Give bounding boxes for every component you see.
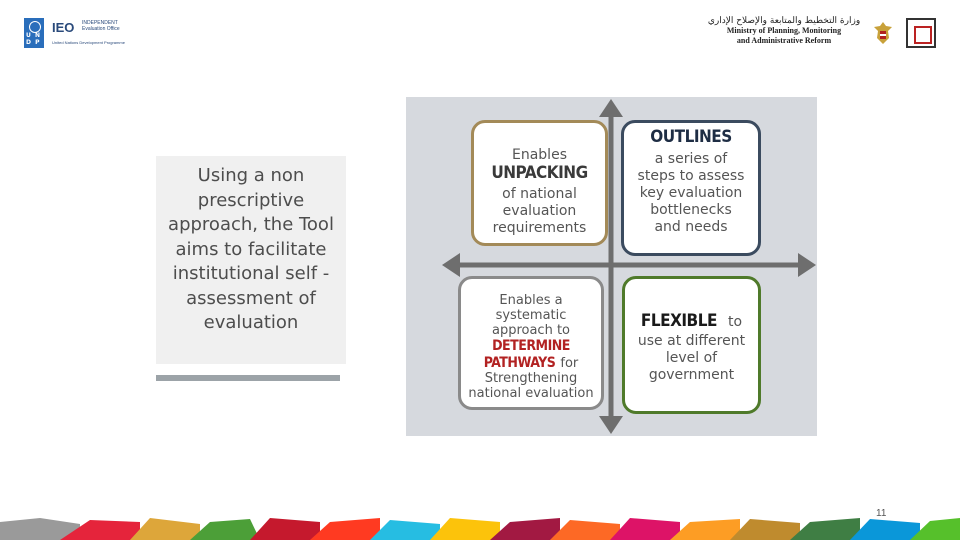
ieo-logo-title: INDEPENDENT Evaluation Office bbox=[82, 20, 120, 32]
q3-pre-text: Enables a systematic approach to bbox=[491, 293, 571, 338]
q1-post-text: of national evaluation requirements bbox=[492, 186, 587, 236]
q3-key1-text: DETERMINE bbox=[492, 338, 570, 354]
ministry-line-2: and Administrative Reform bbox=[736, 36, 832, 45]
ministry-arabic: وزارة التخطيط والمتابعة والإصلاح الإداري bbox=[707, 16, 861, 26]
q3-key2-text: PATHWAYS bbox=[483, 355, 556, 371]
q3-mid-text: for bbox=[560, 356, 579, 371]
ministry-emblem-icon bbox=[906, 18, 936, 48]
q2-key-text: OUTLINES bbox=[650, 127, 732, 147]
q4-mid-text: to bbox=[728, 314, 743, 330]
page-number: 11 bbox=[876, 508, 887, 519]
ieo-logo-subtitle: United Nations Development Programme bbox=[52, 40, 125, 45]
footer-color-band bbox=[0, 516, 960, 540]
q4-post-text: use at different level of government bbox=[637, 333, 746, 383]
ministry-line-1: Ministry of Planning, Monitoring bbox=[726, 26, 842, 35]
quadrant-outlines bbox=[621, 120, 761, 256]
quadrant-determine-pathways bbox=[458, 276, 604, 410]
summary-text-box bbox=[156, 156, 346, 364]
q2-post-text: a series of steps to assess key evaluation bottlenecks and needs bbox=[637, 151, 745, 235]
ieo-logo-text: IEO bbox=[52, 20, 75, 35]
q1-pre-text: Enables bbox=[512, 147, 567, 163]
ministry-logo-text bbox=[704, 16, 864, 46]
quadrant-flexible bbox=[622, 276, 761, 414]
quadrant-unpacking bbox=[471, 120, 608, 246]
q4-key-text: FLEXIBLE bbox=[640, 311, 717, 331]
q3-post-text: Strengthening national evaluation bbox=[468, 371, 594, 401]
undp-logo-icon: U N D P bbox=[24, 18, 44, 48]
summary-underline bbox=[156, 375, 340, 381]
summary-text: Using a non prescriptive approach, the Tool aims to facilitate institutional self -assessment of evaluation bbox=[168, 165, 334, 333]
egypt-eagle-icon bbox=[872, 20, 894, 46]
undp-ieo-logo bbox=[24, 18, 139, 48]
q1-key-text: UNPACKING bbox=[491, 163, 588, 183]
